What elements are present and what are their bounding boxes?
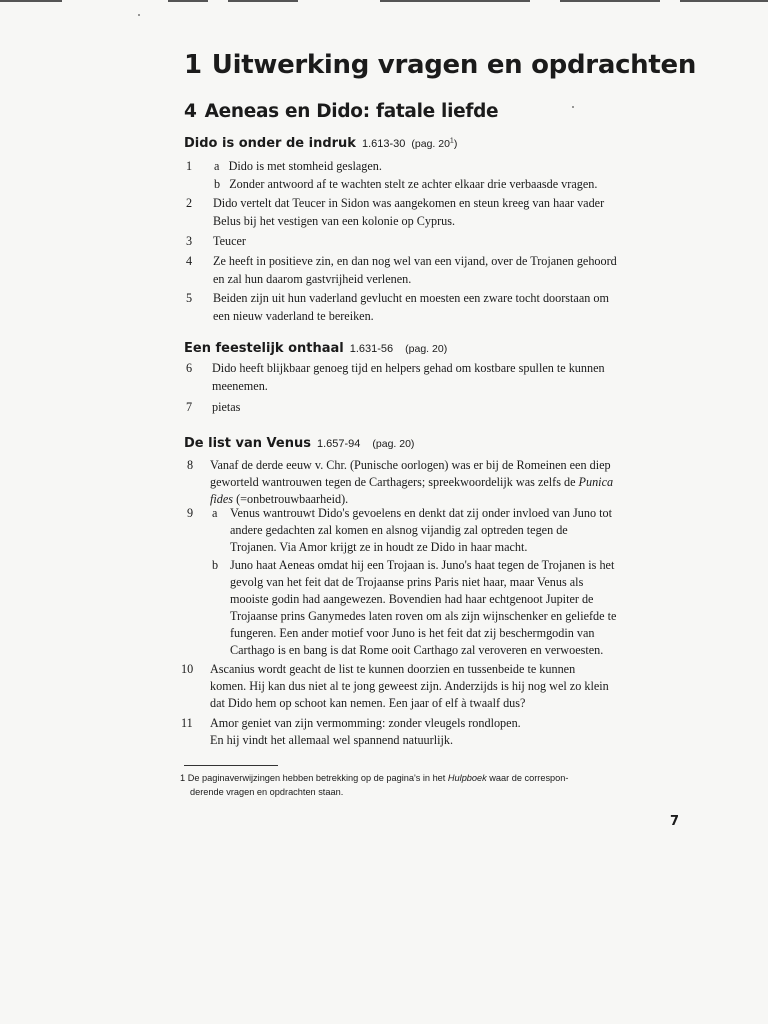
footnote-number: 1: [180, 773, 186, 783]
chapter-heading: [184, 50, 696, 80]
scan-speck: [138, 14, 140, 16]
verse-reference: 1.657-94: [316, 438, 361, 450]
subsection-title: Dido is onder de indruk: [184, 136, 356, 151]
page-reference: (pag. 20): [372, 438, 415, 450]
chapter-number: 1: [184, 50, 202, 80]
section-title: Aeneas en Dido: fatale liefde: [204, 101, 499, 122]
page-number: 7: [670, 814, 680, 829]
verse-reference: 1.613-30: [361, 138, 406, 150]
subsection-title: De list van Venus: [184, 436, 311, 451]
footnote-divider: [184, 765, 278, 766]
document-page: 1 Uitwerking vragen en opdrachten 4 Aeneas en Dido: fatale liefde Dido is onder de indruk 1.613-30 (pag. $20^1$) 1 a Dido is met stomheid geslagen. b Zonder antwoord af te wachten stelt ze achter elkaar drie verbaasde vragen. 2 Dido vertelt dat Teucer in Sidon was aangekomen en steun kreeg van haar vader Belus bij het vestigen van een kolonie op Cyprus. 3 Teucer 4 Ze heeft in positieve zin, en dan nog wel van een vijand, over de Trojanen gehoord en zal hun daarom gastvrijheid verlenen. 5 Beiden zijn uit hun vaderland gevlucht en moesten een zware tocht doorstaan om een nieuw vaderland te bereiken. Een feestelijk onthaal 1.631-56 (pag. 20) 6 Dido heeft blijkbaar genoeg tijd en helpers gehad om kostbare spullen te kunnen meenemen. 7 pietas De list van Venus 1.657-94 (pag. 20) 8 Vanaf de derde eeuw v. Chr. (Punische oorlogen) was er bij de Romeinen een diep geworteld wantrouwen tegen de Carthagers; spreekwoordelijk was zelfs de Punica fides (=onbetrouwbaarheid). 9 a Venus wantrouwt Dido's gevoelens en denkt dat zij onder invloed van Juno tot andere gedachten zal komen en alsnog vijandig zal optreden tegen de Trojanen. Via Amor krijgt ze in houdt ze Dido in haar macht. b Juno haat Aeneas omdat hij een Trojaan is. Juno's haat tegen de Trojanen is het gevolg van het feit dat de Trojaanse prins Paris niet haar, maar Venus als mooiste godin had aangewezen. Bovendien had haar echtgenoot Jupiter de Trojaanse prins Ganymedes laten roven om als zijn wijnschenker en geliefde te fungeren. Een ander motief voor Juno is het feit dat zij beschermgodin van Carthago is en bang is dat Rome ooit Carthago zal veroveren en verwoesten. 10 Ascanius wordt geacht de list te kunnen doorzien en tussenbeide te kunnen komen. Hij kan dus niet al te jong geweest zijn. Anderzijds is hij nog wel zo klein dat Dido hem op schoot kan nemen. Een jaar of elf à twaalf dus? 11 Amor geniet van zijn vermomming: zonder vleugels rondlopen. En hij vindt het allemaal wel spannend natuurlijk. 1 De paginaverwijzingen hebben betrekking op de pagina's in het Hulpboek waar de correspon- derende vragen en opdrachten staan. 7: [0, 0, 768, 1024]
section-number: 4: [184, 101, 197, 122]
chapter-title: Uitwerking vragen en opdrachten: [211, 50, 697, 80]
page-reference: (pag. 20): [405, 343, 448, 355]
verse-reference: 1.631-56: [349, 343, 394, 355]
scan-speck: [572, 106, 574, 108]
subsection-heading-onthaal: [184, 340, 447, 356]
page-reference: (pag. $20^1$): [411, 137, 458, 150]
scan-edge-artifact: [0, 0, 768, 3]
section-heading: [184, 101, 498, 122]
subsection-title: Een feestelijk onthaal: [184, 341, 344, 356]
footnote: 1 De paginaverwijzingen hebben betrekking op de pagina's in het Hulpboek waar de correspon- derende vragen en opdrachten staan.: [180, 773, 569, 797]
subsection-heading-list-venus: [184, 435, 414, 451]
subsection-heading-dido: [184, 135, 457, 151]
